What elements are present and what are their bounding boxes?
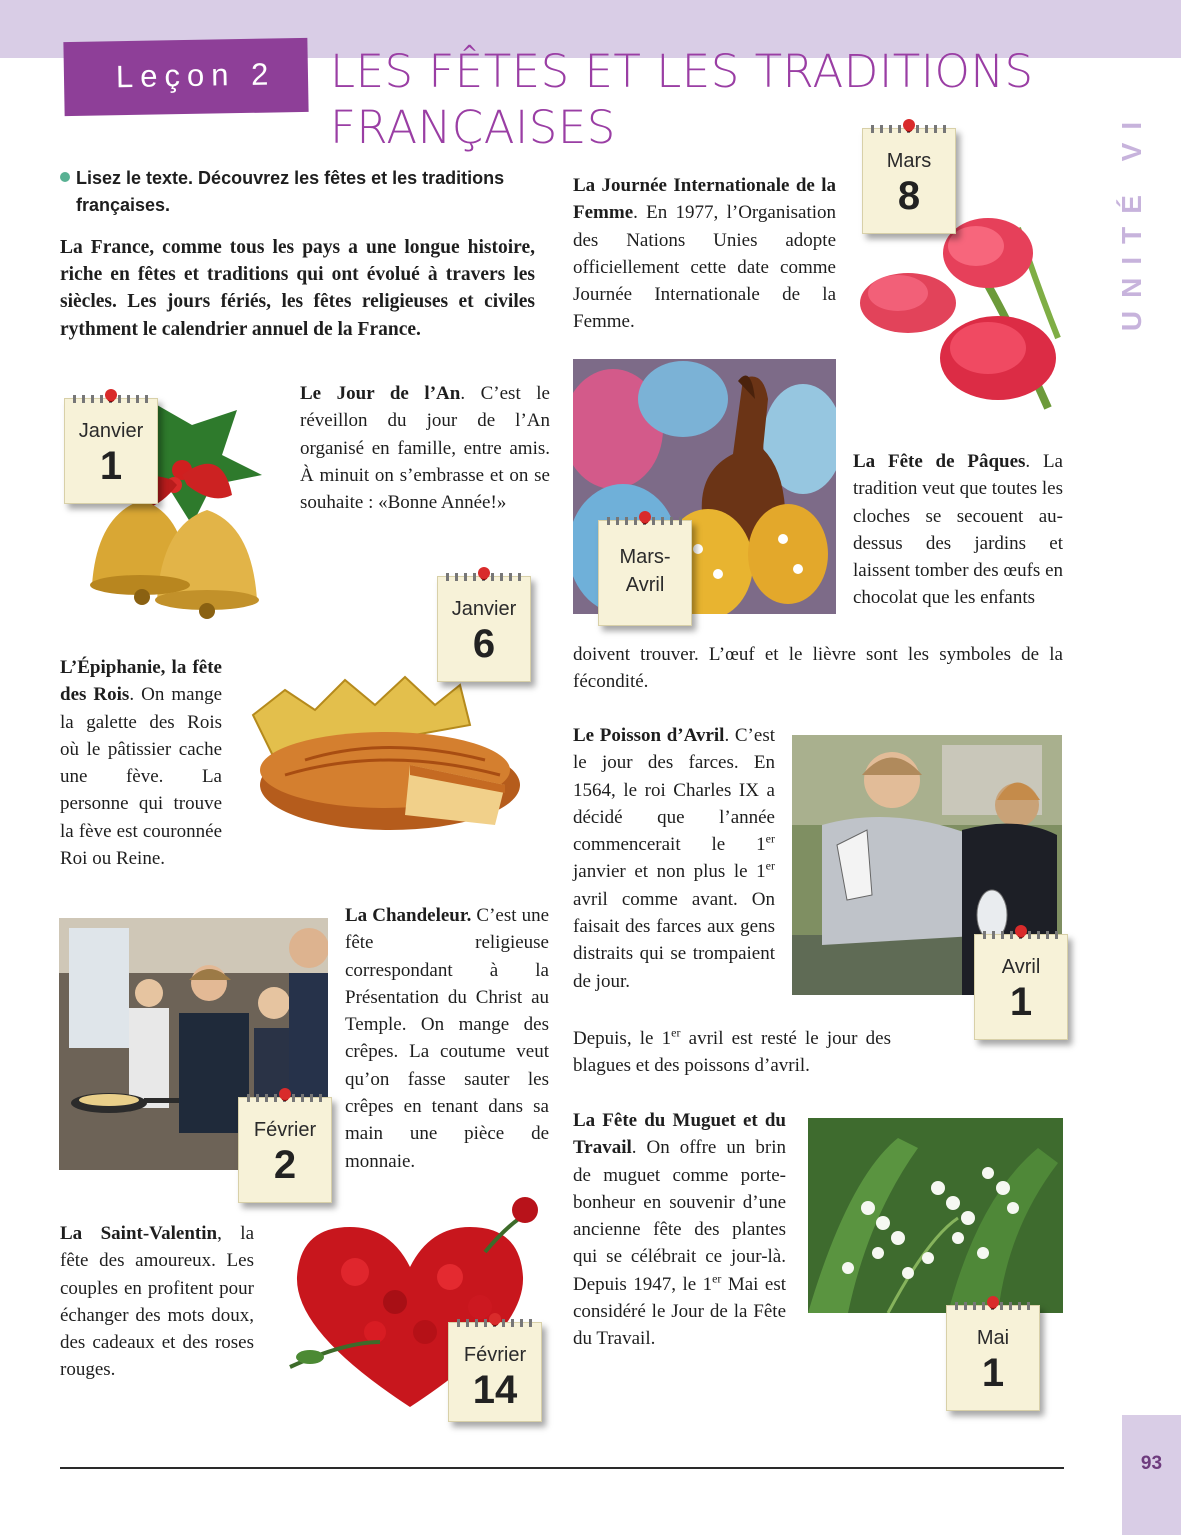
page-title (330, 44, 1090, 156)
muguet-text: La Fête du Muguet et du Travail. On offre un brin de muguet comme porte-bonheur en souvenir d’une ancienne fête des plantes qui se célébrait ce jour-là. Depuis 1947, le 1er Mai est considéré le Jour de la Fête du Travail. (573, 1110, 786, 1350)
poisson-title: Le Poisson d’Avril (573, 725, 725, 746)
pin-icon (105, 389, 117, 401)
page-number-box (1122, 1415, 1181, 1535)
footer-rule (60, 1467, 1064, 1469)
saint-valentin-text: La Saint-Valentin, la fête des amoureux. Les couples en profitent pour échanger des mots doux, des cadeaux et des roses rouges. (60, 1223, 255, 1381)
unit-label-text: UNITÉ VI (1116, 108, 1147, 332)
epiphanie-title: L’Épiphanie, la fête des Rois (60, 657, 222, 706)
pin-icon (489, 1313, 501, 1325)
muguet-image (808, 1118, 1063, 1313)
poisson-text: Le Poisson d’Avril. C’est le jour des farces. En 1564, le roi Charles IX a décidé que l’année commencerait le 1er janvier et non plus le 1er avril comme avant. On faisait des farces aux gens distraits qui se trompaient de jour. (573, 725, 775, 992)
calendar-month: Mai (976, 1327, 1010, 1349)
pin-icon (987, 1296, 999, 1308)
poisson-text-cont: Depuis, le 1er avril est resté le jour des blagues et des poissons d’avril. (573, 1025, 891, 1077)
galette-des-rois-image (245, 665, 530, 840)
calendar-janvier-1 (64, 398, 158, 504)
page-number: 93 (1140, 1453, 1163, 1474)
calendar-month-line2: Avril (625, 574, 665, 596)
unit-label (1112, 100, 1152, 340)
lesson-tab (63, 38, 308, 116)
femme-title: La Journée Internationale de la Femme (573, 175, 836, 224)
calendar-day: 2 (273, 1143, 297, 1187)
chandeleur-text: La Chandeleur. C’est une fête religieuse correspondant à la Présentation du Christ au Temple. On mange des crêpes. La coutume veut qu’on fasse sauter les crêpes en tenant dans sa main une pièce de monnaie. (345, 905, 550, 1172)
paques-text: La Fête de Pâques. La tradition veut que toutes les cloches se secouent au-dessus des jardins et laissent tomber des œufs en chocolat que les enfants (853, 451, 1064, 609)
calendar-fevrier-14 (448, 1322, 542, 1422)
chandeleur-title: La Chandeleur. (345, 905, 472, 926)
pin-icon (903, 119, 915, 131)
paques-title: La Fête de Pâques (853, 451, 1026, 472)
calendar-avril-1 (974, 934, 1068, 1040)
calendar-mars-avril (598, 520, 692, 626)
calendar-month: Janvier (451, 598, 517, 620)
calendar-janvier-6 (437, 576, 531, 682)
lesson-label: Leçon 2 (115, 56, 276, 95)
jour-an-text: Le Jour de l’An. C’est le réveillon du jour de l’An organisé en famille, entre amis. À minuit on s’embrasse et on se souhaite : «Bonne Année!» (300, 383, 550, 514)
epiphanie-text: L’Épiphanie, la fête des Rois. On mange la galette des Rois où le pâtissier cache une fève. La personne qui trouve la fève est couronnée Roi ou Reine. (60, 657, 222, 870)
calendar-day: 6 (472, 622, 496, 666)
title-line-1: LES FÊTES ET LES TRADITIONS (330, 45, 1034, 98)
calendar-fevrier-2 (238, 1097, 332, 1203)
calendar-month-line1: Mars- (619, 546, 671, 568)
muguet-title: La Fête du Muguet et du Travail (573, 1110, 786, 1159)
calendar-day: 1 (99, 444, 123, 488)
calendar-month: Janvier (78, 420, 144, 442)
calendar-month: Février (463, 1344, 527, 1366)
calendar-day: 1 (1009, 980, 1033, 1024)
pin-icon (279, 1088, 291, 1100)
jour-an-title: Le Jour de l’An (300, 383, 461, 404)
pin-icon (1015, 925, 1027, 937)
calendar-month: Avril (1001, 956, 1041, 978)
intro-paragraph: La France, comme tous les pays a une longue histoire, riche en fêtes et traditions qui ont évolué à travers les siècles. Les jours fériés, les fêtes religieuses et civiles rythment le calendrier annuel de la France. (60, 237, 535, 340)
saint-valentin-title: La Saint-Valentin (60, 1223, 218, 1244)
femme-text: La Journée Internationale de la Femme. En 1977, l’Organisation des Nations Unies adopte officiellement cette date comme Journée Internationale de la Femme. (573, 175, 836, 333)
calendar-mai-1 (946, 1305, 1040, 1411)
pin-icon (639, 511, 651, 523)
calendar-month: Mars (886, 150, 932, 172)
calendar-day: 14 (472, 1368, 518, 1412)
calendar-mars-8 (862, 128, 956, 234)
calendar-day: 8 (897, 174, 921, 218)
title-line-2: FRANÇAISES (330, 101, 616, 154)
calendar-day: 1 (981, 1351, 1005, 1395)
pin-icon (478, 567, 490, 579)
calendar-month: Février (253, 1119, 317, 1141)
paques-text-cont: doivent trouver. L’œuf et le lièvre sont les symboles de la fécondité. (573, 644, 1063, 693)
instruction: Lisez le texte. Découvrez les fêtes et les traditions françaises. (76, 168, 505, 215)
